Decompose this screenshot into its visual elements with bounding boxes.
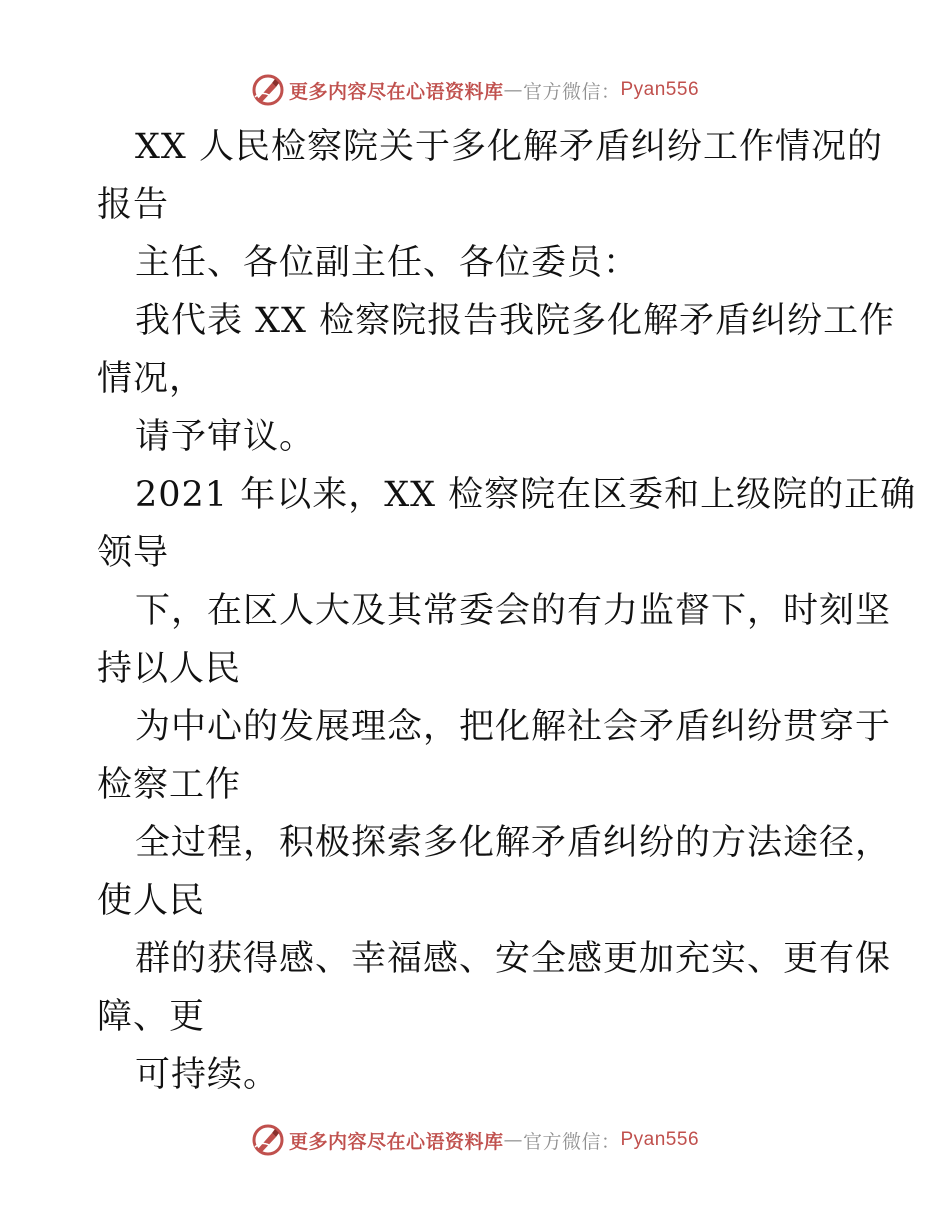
banner-dash: — [503, 1129, 523, 1151]
banner-wechat-label: 官方微信： [522, 80, 621, 103]
paragraph-line: 全过程，积极探索多化解矛盾纠纷的方法途径， [135, 823, 892, 863]
paragraph-line: 请予审议。 [135, 417, 316, 457]
document-body [97, 118, 917, 1104]
banner-brand-text: 更多内容尽在心语资料库 [288, 1130, 504, 1153]
banner-wechat-id: Pyan556 [620, 1129, 700, 1150]
banner-wechat-label: 官方微信： [522, 1130, 621, 1153]
title-line-1: XX 人民检察院关于多化解矛盾纠纷工作情况的 [135, 127, 883, 167]
paragraph-line: 下，在区人大及其常委会的有力监督下，时刻坚 [135, 591, 892, 631]
paragraph-line: 为中心的发展理念，把化解社会矛盾纠纷贯穿于 [135, 707, 892, 747]
paragraph-line: 2021 年以来，XX 检察院在区委和上级院的正确 [135, 475, 917, 515]
paragraph-line: 检察工作 [97, 765, 242, 805]
paragraph-line: 使人民 [97, 881, 206, 921]
footer-banner [0, 1120, 950, 1160]
banner-brand-text: 更多内容尽在心语资料库 [288, 80, 504, 103]
title-line-2: 报告 [97, 185, 170, 225]
banner-wechat-id: Pyan556 [620, 79, 700, 100]
salutation: 主任、各位副主任、各位委员： [135, 243, 640, 283]
banner-dash: — [503, 79, 523, 101]
header-banner [0, 70, 950, 110]
paragraph-line: 持以人民 [97, 649, 242, 689]
pen-logo-icon [251, 73, 285, 107]
pen-logo-icon [251, 1123, 285, 1157]
paragraph-line: 可持续。 [135, 1055, 280, 1095]
paragraph-line: 情况， [97, 359, 206, 399]
paragraph-line: 群的获得感、幸福感、安全感更加充实、更有保 [135, 939, 892, 979]
paragraph-line: 领导 [97, 533, 170, 573]
paragraph-line: 我代表 XX 检察院报告我院多化解矛盾纠纷工作 [135, 301, 896, 341]
paragraph-line: 障、更 [97, 997, 206, 1037]
